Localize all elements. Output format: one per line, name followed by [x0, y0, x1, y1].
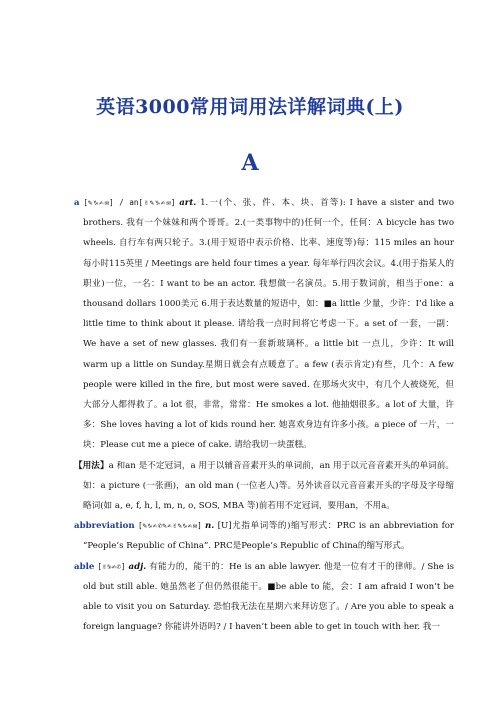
headword: a: [74, 198, 80, 208]
definition-text: 有能力的，能干的：He is an able lawyer. 他是一位有才干的律师。/ She is old but still able. 她虽然老了但仍然很能干。■be able to 能，会：I am afraid I won’t be able to visit you on Saturday. 恐怕我无法在星期六来拜访您了。/ Are you able to speak a foreign language? 你能讲外语吗? / I haven’t been able to get in touch with her. 我一: [83, 561, 455, 633]
entry-a: [74, 193, 454, 456]
entry-able: [74, 557, 454, 638]
headword: able: [74, 561, 95, 572]
part-of-speech: art.: [179, 198, 197, 208]
part-of-speech: adj.: [128, 561, 147, 572]
section-letter: A: [241, 150, 259, 176]
page-title: 英语3000常用词用法详解词典(上): [96, 96, 404, 118]
usage-text: a 和an 是不定冠词，a 用于以辅音音素开头的单词前，an 用于以元音音素开头的单词前。如：a picture (一张画)，an old man (一位老人)等。另外读音以元音音素开头的字母及字母缩略词(如 a, e, f, h, l, m, n, o, SOS, MBA 等)前若用不定冠词，要用an，不用a。: [83, 460, 454, 512]
pronunciation: [✎♑✍✆✎✍✌✎♑✍✉]: [137, 521, 202, 531]
usage-note: [74, 456, 454, 517]
pronunciation: [✌♑✍✆]: [97, 561, 126, 571]
entry-abbreviation: [74, 516, 454, 556]
entries-body: [74, 193, 454, 637]
part-of-speech: n.: [205, 521, 215, 532]
headword: abbreviation: [74, 521, 135, 532]
definition-text: 1.一(个、张、件、本、块、首等): I have a sister and two brothers. 我有一个妹妹和两个哥哥。2.(一类事物中的)任何一个，任何：A bicycle has two wheels. 自行车有两只轮子。3.(用于短语中表示价格、比率、速度等)每：115 miles an hour 每小时115英里 / Meetings are held four times a year. 每年举行四次会议。4.(用于指某人的职业)一位，一名：I want to be an actor. 我想做一名演员。5.用于数词前，相当于one：a thousand dollars 1000美元 6.用于表达数量的短语中，如：■a little 少量，少许：I’d like a little time to think about it please. 请给我一点时间将它考虑一下。a set of 一套，一副：We have a set of new glasses. 我们有一套新玻璃杯。a little bit 一点儿，少许：It will warm up a little on Sunday.星期日就会有点暖意了。a few (表示肯定)有些，几个：A few people were killed in the fire, but most were saved. 在那场火灾中，有几个人被烧死，但大部分人都得救了。a lot 很，非常，常常：He smokes a lot. 他抽烟很多。a lot of 大量，许多：She loves having a lot of kids round her. 她喜欢身边有许多小孩。a piece of 一片，一块：Please cut me a piece of cake. 请给我切一块蛋糕。: [83, 198, 455, 451]
pronunciation: [✎♑✍✉] / an[✌✎♑✍✉]: [83, 198, 176, 207]
definition-text: [U]尤指单词等的)缩写形式：PRC is an abbreviation for “People’s Republic of China”. PRC是People’s Republic of China的缩写形式。: [83, 521, 455, 552]
usage-label: 【用法】: [74, 460, 109, 471]
